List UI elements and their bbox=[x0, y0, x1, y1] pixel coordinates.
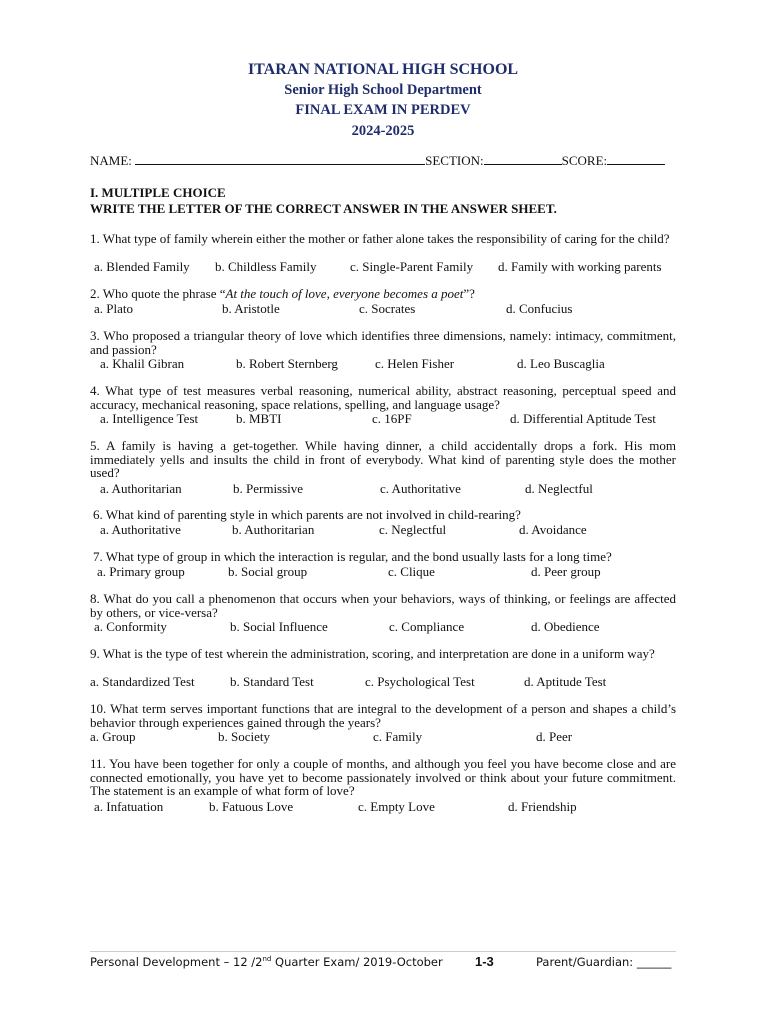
options-4 bbox=[90, 411, 676, 426]
option[interactable]: a. Infatuation bbox=[94, 799, 164, 814]
options-8 bbox=[90, 619, 676, 634]
options-2 bbox=[90, 301, 676, 316]
option[interactable]: a. Standardized Test bbox=[90, 674, 195, 689]
option[interactable]: d. Avoidance bbox=[519, 522, 587, 537]
option[interactable]: b. Society bbox=[218, 729, 270, 744]
option[interactable]: d. Peer bbox=[536, 729, 573, 744]
department-name: Senior High School Department bbox=[284, 82, 482, 98]
question-10: 10. What term serves important functions that are integral to the development of a person and shapes a child’s behavior through experiences gained through the years? bbox=[90, 701, 676, 730]
option[interactable]: d. Confucius bbox=[506, 301, 573, 316]
footer-divider bbox=[90, 951, 676, 952]
section-heading bbox=[90, 185, 557, 217]
school-year: 2024-2025 bbox=[351, 123, 415, 139]
section-title: I. MULTIPLE CHOICE bbox=[90, 185, 226, 200]
parent-guardian-signature: Parent/Guardian: ______ bbox=[536, 955, 672, 969]
section-instruction: WRITE THE LETTER OF THE CORRECT ANSWER IN THE ANSWER SHEET. bbox=[90, 201, 557, 216]
option[interactable]: a. Khalil Gibran bbox=[100, 356, 185, 371]
options-1 bbox=[90, 259, 676, 274]
exam-page bbox=[90, 0, 676, 1024]
question-3: 3. Who proposed a triangular theory of love which identifies three dimensions, namely: intimacy, commitment, and passion? bbox=[90, 328, 676, 357]
exam-title: FINAL EXAM IN PERDEV bbox=[295, 102, 471, 118]
question-8: 8. What do you call a phenomenon that occurs when your behaviors, ways of thinking, or feelings are affected by others, or vice-versa? bbox=[90, 591, 676, 620]
option[interactable]: b. Robert Sternberg bbox=[236, 356, 338, 371]
option[interactable]: c. Single-Parent Family bbox=[350, 259, 474, 274]
option[interactable]: a. Authoritarian bbox=[100, 481, 182, 496]
option[interactable]: d. Aptitude Test bbox=[524, 674, 607, 689]
option[interactable]: b. Aristotle bbox=[222, 301, 280, 316]
option[interactable]: c. Socrates bbox=[359, 301, 416, 316]
name-blank[interactable] bbox=[135, 152, 425, 165]
option[interactable]: b. Authoritarian bbox=[232, 522, 315, 537]
option[interactable]: c. Authoritative bbox=[380, 481, 461, 496]
question-6: 6. What kind of parenting style in which parents are not involved in child-rearing? bbox=[93, 507, 521, 522]
option[interactable]: b. Childless Family bbox=[215, 259, 317, 274]
option[interactable]: c. Clique bbox=[388, 564, 435, 579]
option[interactable]: d. Peer group bbox=[531, 564, 601, 579]
option[interactable]: a. Plato bbox=[94, 301, 133, 316]
page-number: 1-3 bbox=[475, 954, 494, 969]
footer-course-info: Personal Development – 12 /2nd Quarter Exam/ 2019-October bbox=[90, 955, 443, 969]
option[interactable]: c. Compliance bbox=[389, 619, 465, 634]
quoted-phrase: At the touch of love, everyone becomes a poet bbox=[225, 286, 464, 301]
option[interactable]: b. MBTI bbox=[236, 411, 282, 426]
option[interactable]: a. Group bbox=[90, 729, 136, 744]
options-6 bbox=[90, 522, 676, 537]
option[interactable]: c. Psychological Test bbox=[365, 674, 475, 689]
question-11: 11. You have been together for only a couple of months, and although you feel you have become close and are connected emotionally, you have yet to become passionately involved or think about your future commitment. The statement is an example of what form of love? bbox=[90, 756, 676, 798]
option[interactable]: b. Standard Test bbox=[230, 674, 314, 689]
student-info-row bbox=[90, 152, 676, 169]
options-5 bbox=[90, 481, 676, 496]
option[interactable]: a. Conformity bbox=[94, 619, 167, 634]
option[interactable]: c. Empty Love bbox=[358, 799, 435, 814]
option[interactable]: c. 16PF bbox=[372, 411, 412, 426]
option[interactable]: d. Neglectful bbox=[525, 481, 593, 496]
option[interactable]: a. Primary group bbox=[97, 564, 185, 579]
school-name: ITARAN NATIONAL HIGH SCHOOL bbox=[247, 61, 519, 78]
option[interactable]: a. Authoritative bbox=[100, 522, 181, 537]
option[interactable]: b. Social Influence bbox=[230, 619, 328, 634]
question-5: 5. A family is having a get-together. While having dinner, a child accidentally drops a fork. His mom immediately yells and insults the child in front of everybody. What kind of parenting style does the mother used? bbox=[90, 438, 676, 480]
option[interactable]: d. Leo Buscaglia bbox=[517, 356, 605, 371]
section-label: SECTION: bbox=[425, 153, 484, 168]
options-9 bbox=[90, 674, 676, 689]
options-3 bbox=[90, 356, 676, 371]
option[interactable]: c. Neglectful bbox=[379, 522, 447, 537]
options-7 bbox=[90, 564, 676, 579]
option[interactable]: d. Differential Aptitude Test bbox=[510, 411, 656, 426]
question-9: 9. What is the type of test wherein the administration, scoring, and interpretation are done in a uniform way? bbox=[90, 646, 655, 661]
option[interactable]: d. Family with working parents bbox=[498, 259, 662, 274]
score-label: SCORE: bbox=[561, 153, 608, 168]
option[interactable]: b. Permissive bbox=[233, 481, 304, 496]
name-label: NAME: bbox=[90, 153, 132, 168]
question-7: 7. What type of group in which the interaction is regular, and the bond usually lasts for a long time? bbox=[93, 549, 612, 564]
options-10 bbox=[90, 729, 676, 744]
option[interactable]: a. Intelligence Test bbox=[100, 411, 199, 426]
section-blank[interactable] bbox=[484, 152, 562, 165]
option[interactable]: d. Obedience bbox=[531, 619, 600, 634]
question-1: 1. What type of family wherein either the mother or father alone takes the responsibility of caring for the child? bbox=[90, 231, 670, 246]
option[interactable]: c. Helen Fisher bbox=[375, 356, 455, 371]
option[interactable]: c. Family bbox=[373, 729, 423, 744]
question-4: 4. What type of test measures verbal reasoning, numerical ability, abstract reasoning, perceptual speed and accuracy, mechanical reasoning, space relations, spelling, and language usage? bbox=[90, 383, 676, 412]
option[interactable]: d. Friendship bbox=[508, 799, 577, 814]
option[interactable]: b. Social group bbox=[228, 564, 308, 579]
option[interactable]: b. Fatuous Love bbox=[209, 799, 294, 814]
options-11 bbox=[90, 799, 676, 814]
score-blank[interactable] bbox=[607, 152, 665, 165]
question-2: 2. Who quote the phrase “At the touch of love, everyone becomes a poet”? bbox=[90, 286, 475, 301]
option[interactable]: a. Blended Family bbox=[94, 259, 190, 274]
